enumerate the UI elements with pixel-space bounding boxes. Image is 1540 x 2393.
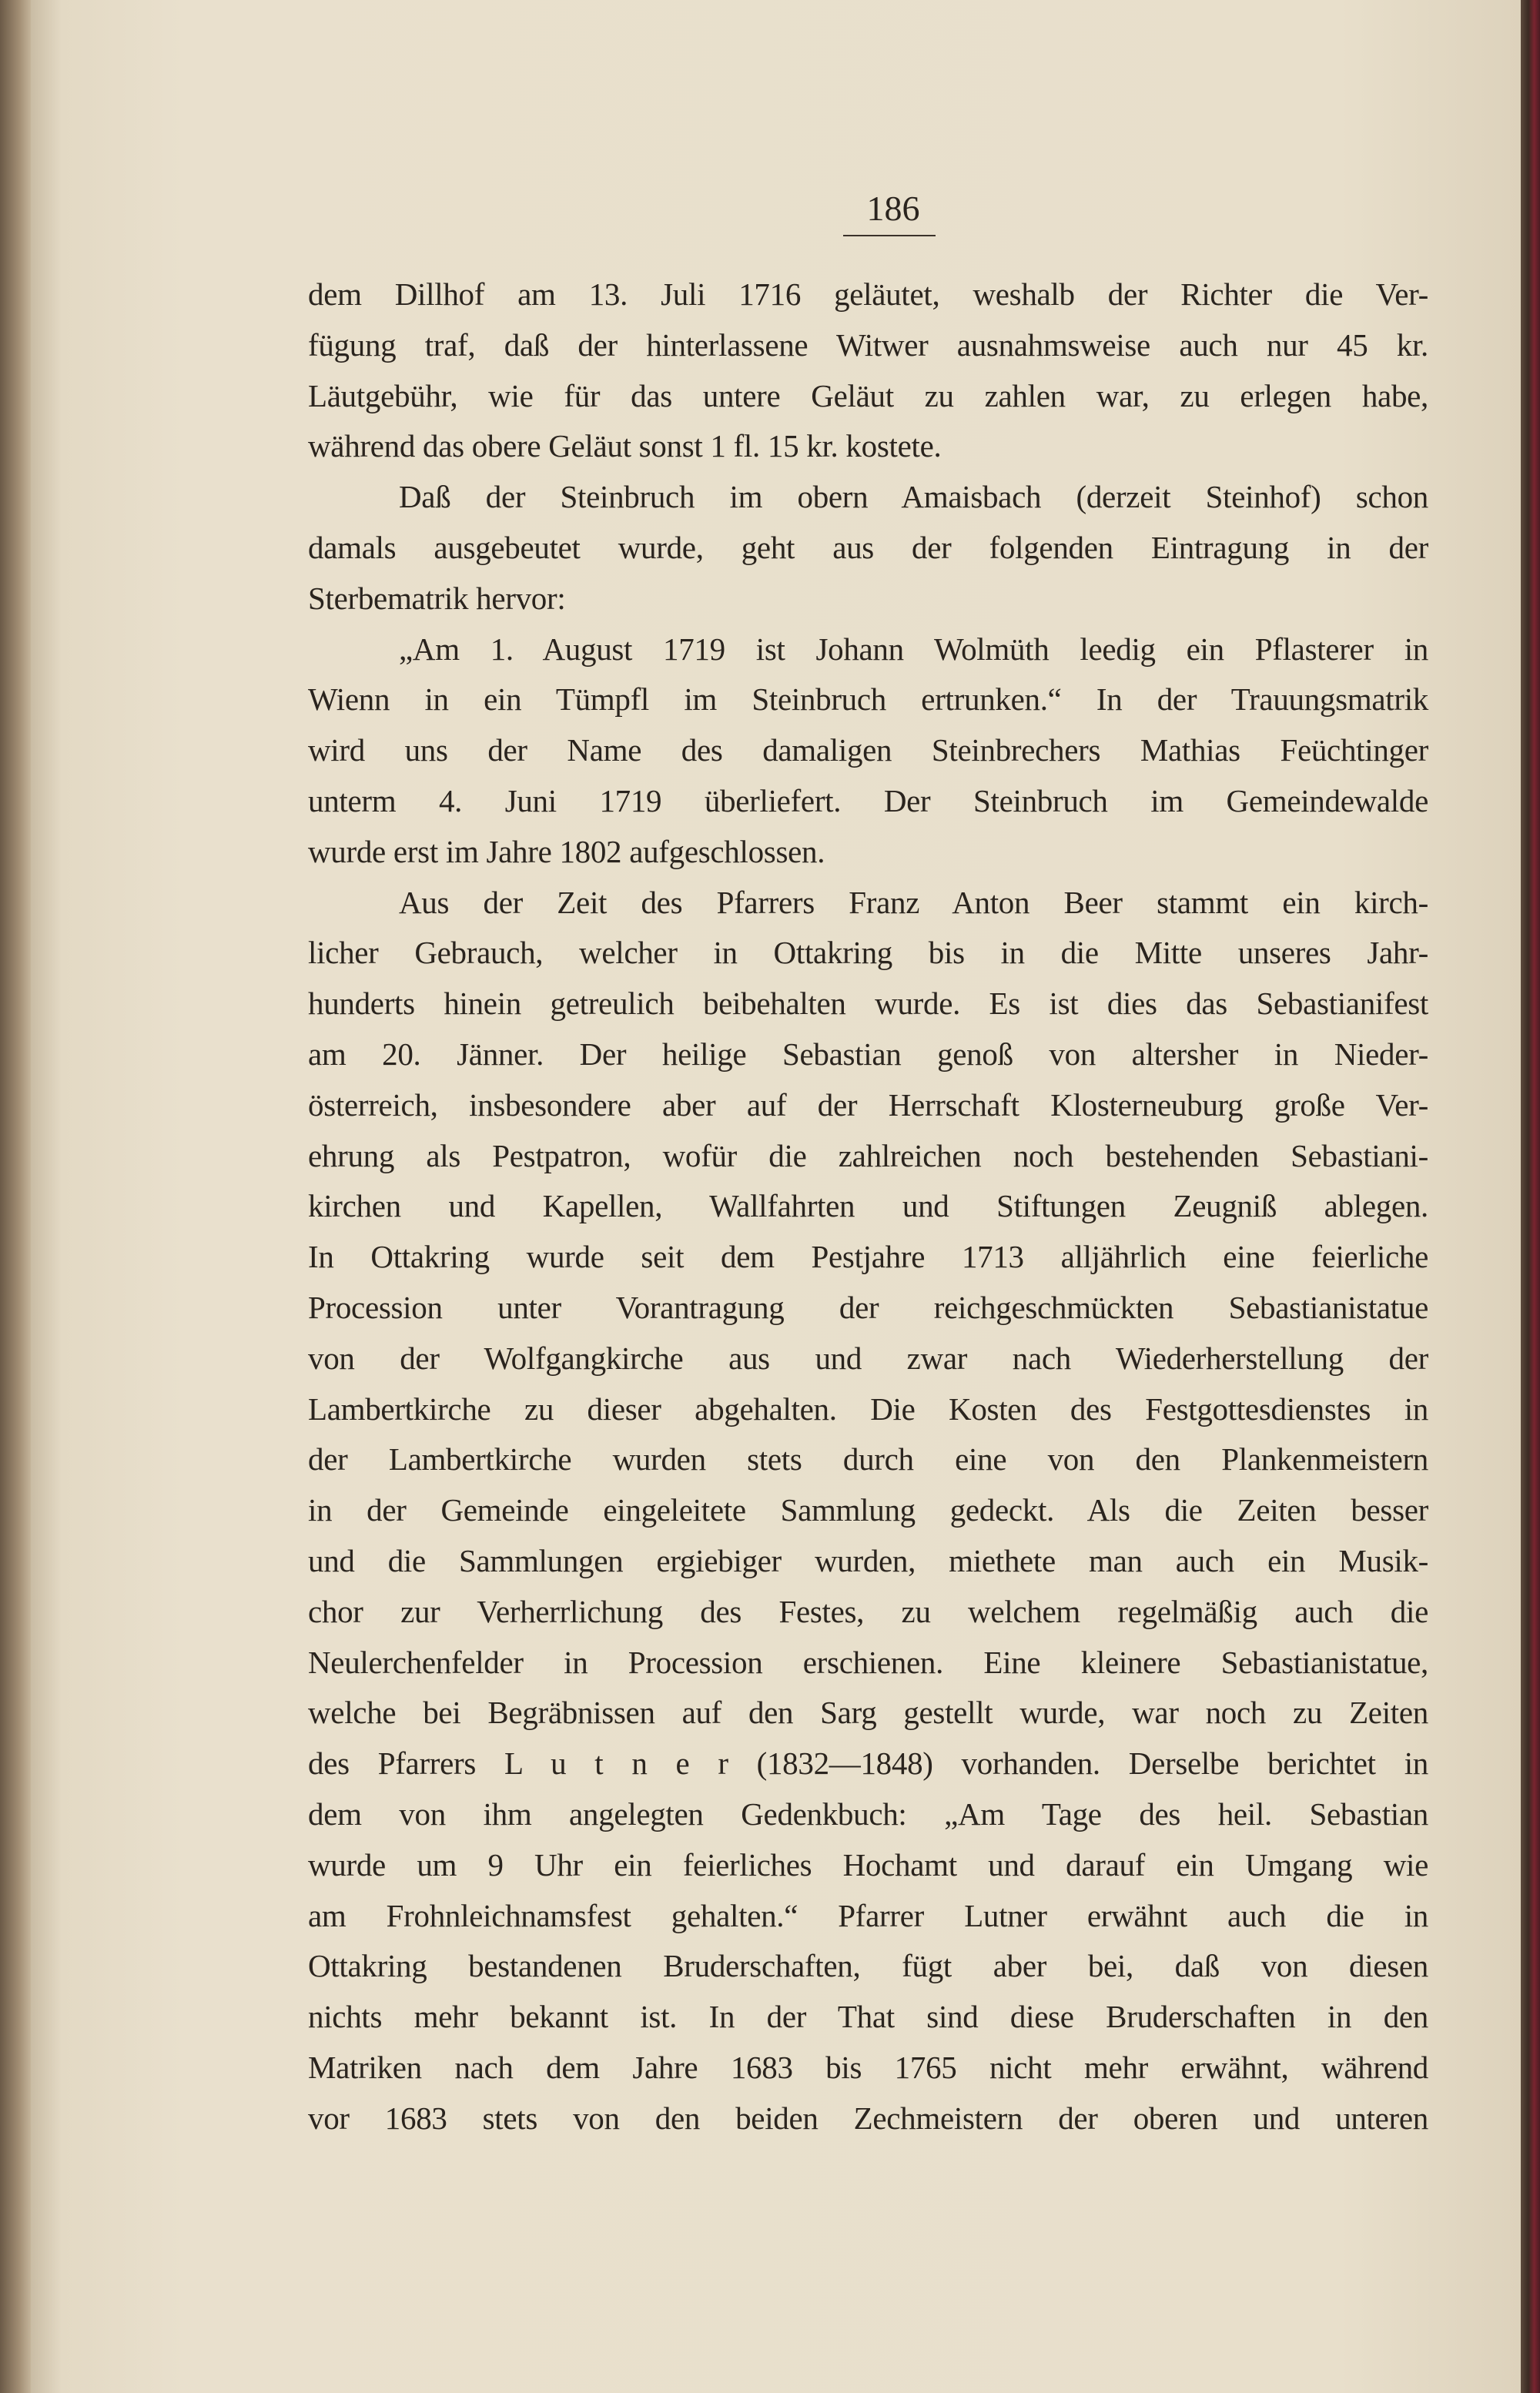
- body-text: [308, 269, 1428, 2144]
- text-line: Neulerchenfelder in Procession erschienen. Eine kleinere Sebastianistatue,: [308, 1644, 1428, 1680]
- page-number: 186: [866, 189, 920, 228]
- text-line: Läutgebühr, wie für das untere Geläut zu zahlen war, zu erlegen habe,: [308, 377, 1428, 413]
- text-line: In Ottakring wurde seit dem Pestjahre 1713 alljährlich eine feierliche: [308, 1239, 1428, 1275]
- text-line: Matriken nach dem Jahre 1683 bis 1765 nicht mehr erwähnt, während: [308, 2049, 1428, 2085]
- text-line: dem von ihm angelegten Gedenkbuch: „Am Tage des heil. Sebastian: [308, 1796, 1428, 1832]
- text-line: licher Gebrauch, welcher in Ottakring bis in die Mitte unseres Jahr-: [308, 935, 1428, 971]
- text-line: Lambertkirche zu dieser abgehalten. Die Kosten des Festgottesdienstes in: [308, 1391, 1428, 1427]
- text-line: chor zur Verherrlichung des Festes, zu welchem regelmäßig auch die: [308, 1593, 1428, 1629]
- text-line: von der Wolfgangkirche aus und zwar nach Wiederherstellung der: [308, 1340, 1428, 1376]
- text-line: Aus der Zeit des Pfarrers Franz Anton Beer stammt ein kirch-: [399, 884, 1428, 920]
- text-line: am Frohnleichnamsfest gehalten.“ Pfarrer Lutner erwähnt auch die in: [308, 1897, 1428, 1933]
- text-line: wird uns der Name des damaligen Steinbrechers Mathias Feüchtinger: [308, 732, 1428, 768]
- text-line: in der Gemeinde eingeleitete Sammlung gedeckt. Als die Zeiten besser: [308, 1492, 1428, 1528]
- text-line: damals ausgebeutet wurde, geht aus der folgenden Eintragung in der: [308, 529, 1428, 565]
- text-line: „Am 1. August 1719 ist Johann Wolmüth leedig ein Pflasterer in: [399, 631, 1428, 667]
- text-line: Sterbematrik hervor:: [308, 580, 566, 616]
- text-line: am 20. Jänner. Der heilige Sebastian genoß von altersher in Nieder-: [308, 1036, 1428, 1072]
- text-line: kirchen und Kapellen, Wallfahrten und Stiftungen Zeugniß ablegen.: [308, 1188, 1428, 1224]
- text-line: wurde erst im Jahre 1802 aufgeschlossen.: [308, 833, 825, 869]
- text-line: unterm 4. Juni 1719 überliefert. Der Steinbruch im Gemeindewalde: [308, 782, 1428, 818]
- text-line: österreich, insbesondere aber auf der Herrschaft Klosterneuburg große Ver-: [308, 1086, 1428, 1123]
- text-line: dem Dillhof am 13. Juli 1716 geläutet, weshalb der Richter die Ver-: [308, 276, 1428, 312]
- text-line: welche bei Begräbnissen auf den Sarg gestellt wurde, war noch zu Zeiten: [308, 1695, 1428, 1731]
- text-line: nichts mehr bekannt ist. In der That sind diese Bruderschaften in den: [308, 1999, 1428, 2035]
- book-binding-gutter: [0, 0, 31, 2393]
- page-number-rule: [843, 235, 936, 236]
- text-line: Wienn in ein Tümpfl im Steinbruch ertrunken.“ In der Trauungsmatrik: [308, 681, 1428, 718]
- text-line: und die Sammlungen ergiebiger wurden, miethete man auch ein Musik-: [308, 1542, 1428, 1578]
- text-line: hunderts hinein getreulich beibehalten wurde. Es ist dies das Sebastianifest: [308, 986, 1428, 1022]
- text-line: fügung traf, daß der hinterlassene Witwer ausnahmsweise auch nur 45 kr.: [308, 326, 1428, 363]
- text-line: der Lambertkirche wurden stets durch eine von den Plankenmeistern: [308, 1441, 1428, 1478]
- text-line: Ottakring bestandenen Bruderschaften, fügt aber bei, daß von diesen: [308, 1948, 1428, 1984]
- text-line: ehrung als Pestpatron, wofür die zahlreichen noch bestehenden Sebastiani-: [308, 1137, 1428, 1173]
- text-line: des Pfarrers L u t n e r (1832—1848) vorhanden. Derselbe berichtet in: [308, 1745, 1428, 1782]
- text-line: wurde um 9 Uhr ein feierliches Hochamt und darauf ein Umgang wie: [308, 1846, 1428, 1883]
- text-line: Daß der Steinbruch im obern Amaisbach (derzeit Steinhof) schon: [399, 479, 1428, 515]
- book-edge: [1521, 0, 1540, 2393]
- text-line: vor 1683 stets von den beiden Zechmeistern der oberen und unteren: [308, 2100, 1428, 2136]
- text-line: während das obere Geläut sonst 1 fl. 15 kr. kostete.: [308, 428, 942, 464]
- text-line: Procession unter Vorantragung der reichgeschmückten Sebastianistatue: [308, 1289, 1428, 1325]
